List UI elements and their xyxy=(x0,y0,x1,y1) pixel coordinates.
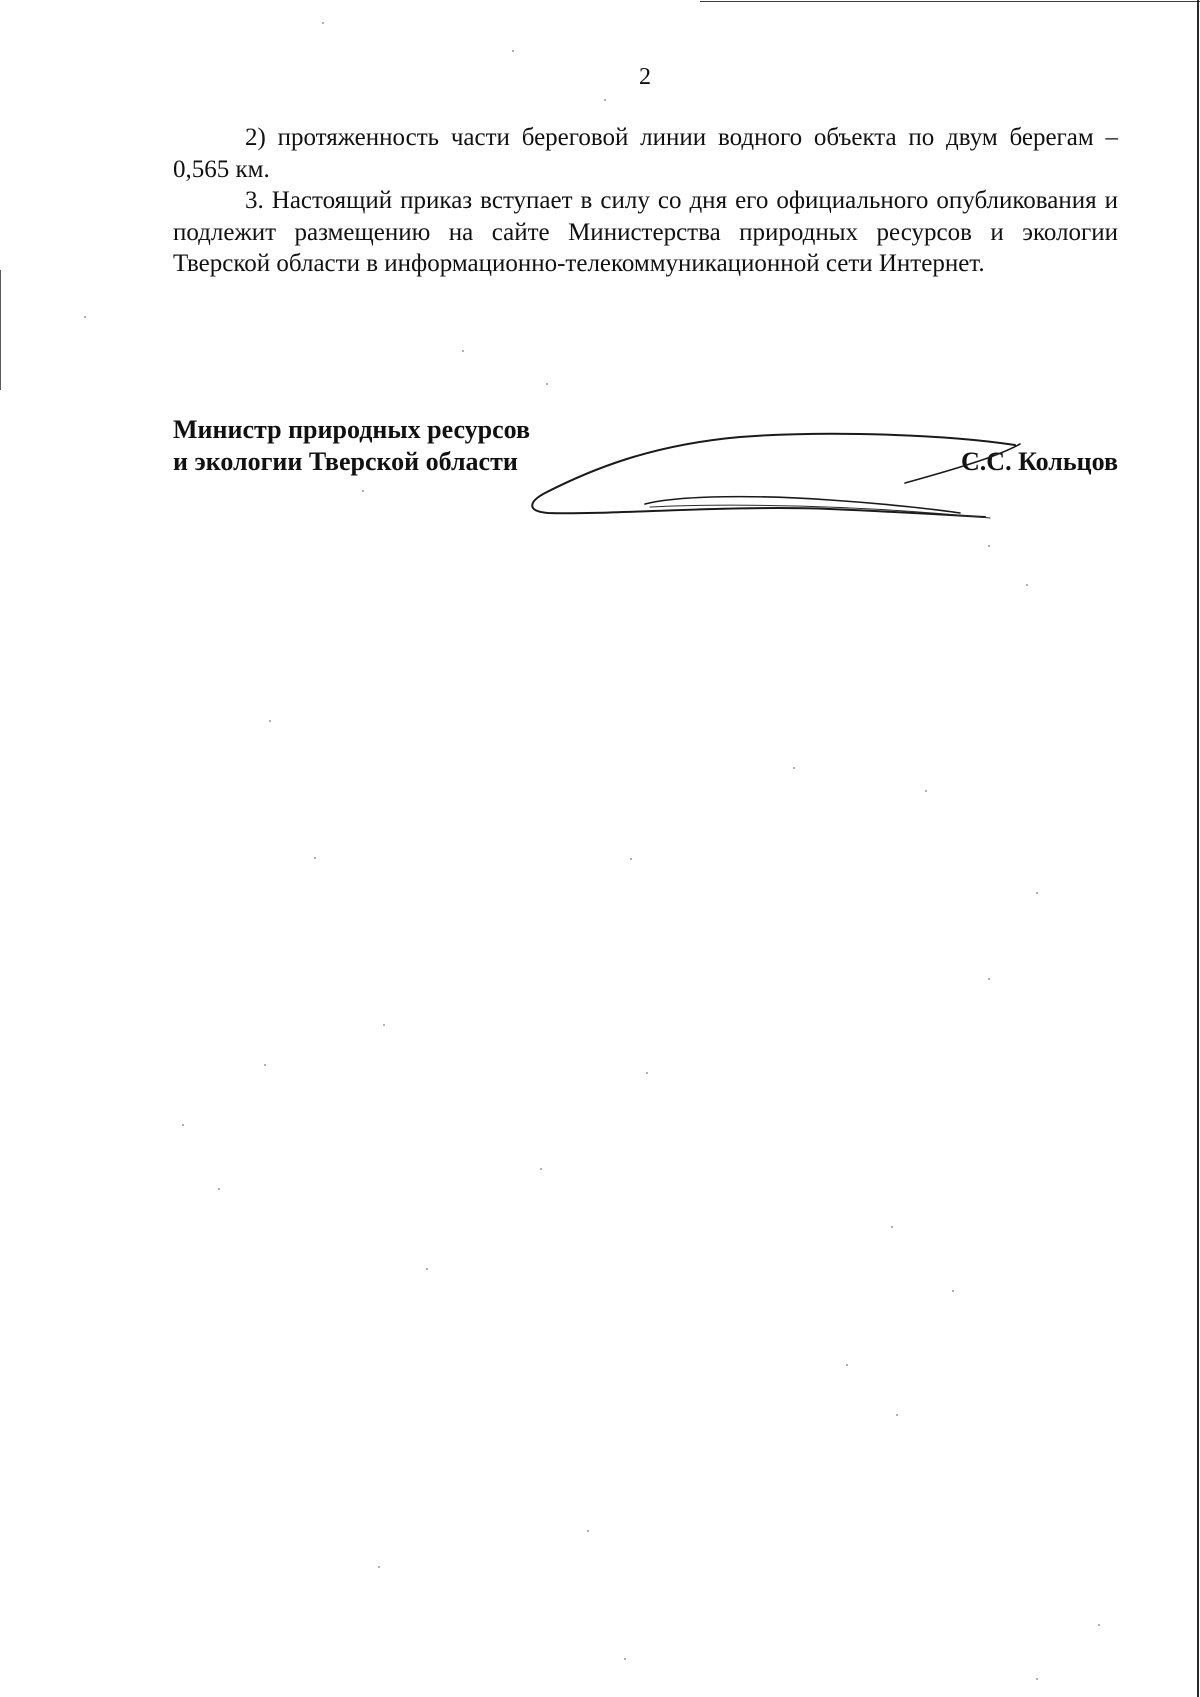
paragraph-item-2: 2) протяженность части береговой линии водного объекта по двум берегам – 0,565 км. xyxy=(173,124,1118,183)
scan-speck xyxy=(988,545,990,547)
scan-speck xyxy=(1026,584,1028,586)
scan-edge-left xyxy=(0,270,1,390)
signatory-title-line-1: Министр природных ресурсов xyxy=(173,415,531,444)
scan-speck xyxy=(793,767,795,769)
scan-speck xyxy=(587,1530,589,1532)
scan-speck xyxy=(84,316,86,318)
scan-speck xyxy=(546,383,548,385)
scan-speck xyxy=(630,858,632,860)
scan-speck xyxy=(383,1024,385,1026)
scan-edge-right xyxy=(1197,0,1199,1697)
scan-speck xyxy=(362,490,364,492)
scan-speck xyxy=(846,1364,848,1366)
scan-edge-top xyxy=(700,1,1200,2)
scan-speck xyxy=(322,22,324,24)
scan-speck xyxy=(896,1414,898,1416)
scan-speck xyxy=(988,978,990,980)
scan-speck xyxy=(646,1072,648,1074)
scan-speck xyxy=(1036,1678,1038,1680)
scan-speck xyxy=(314,857,316,859)
scan-speck xyxy=(269,720,271,722)
page-number: 2 xyxy=(639,64,651,90)
scan-speck xyxy=(604,99,606,101)
signatory-title-line-2: и экологии Тверской области xyxy=(173,447,518,476)
scan-speck xyxy=(378,1566,380,1568)
scan-speck xyxy=(891,1226,893,1228)
scan-speck xyxy=(1036,892,1038,894)
scan-speck xyxy=(512,50,514,52)
scan-speck xyxy=(624,1658,626,1660)
document-body xyxy=(173,122,1118,280)
scan-speck xyxy=(462,350,464,352)
signer-name: С.С. Кольцов xyxy=(961,447,1118,476)
handwritten-signature xyxy=(530,425,1030,525)
scan-speck xyxy=(218,1188,220,1190)
scan-speck xyxy=(426,1268,428,1270)
scan-speck xyxy=(182,1124,184,1126)
paragraph-item-3: 3. Настоящий приказ вступает в силу со дня его официального опубликования и подлежит размещению на сайте Министерства природных ресурсов и экологии Тверской области в информационно-телекоммуникационной сети Интернет. xyxy=(173,187,1118,277)
scan-speck xyxy=(264,1064,266,1066)
scan-speck xyxy=(1098,1624,1100,1626)
scan-speck xyxy=(540,1168,542,1170)
scan-speck xyxy=(952,1290,954,1292)
scan-speck xyxy=(925,790,927,792)
